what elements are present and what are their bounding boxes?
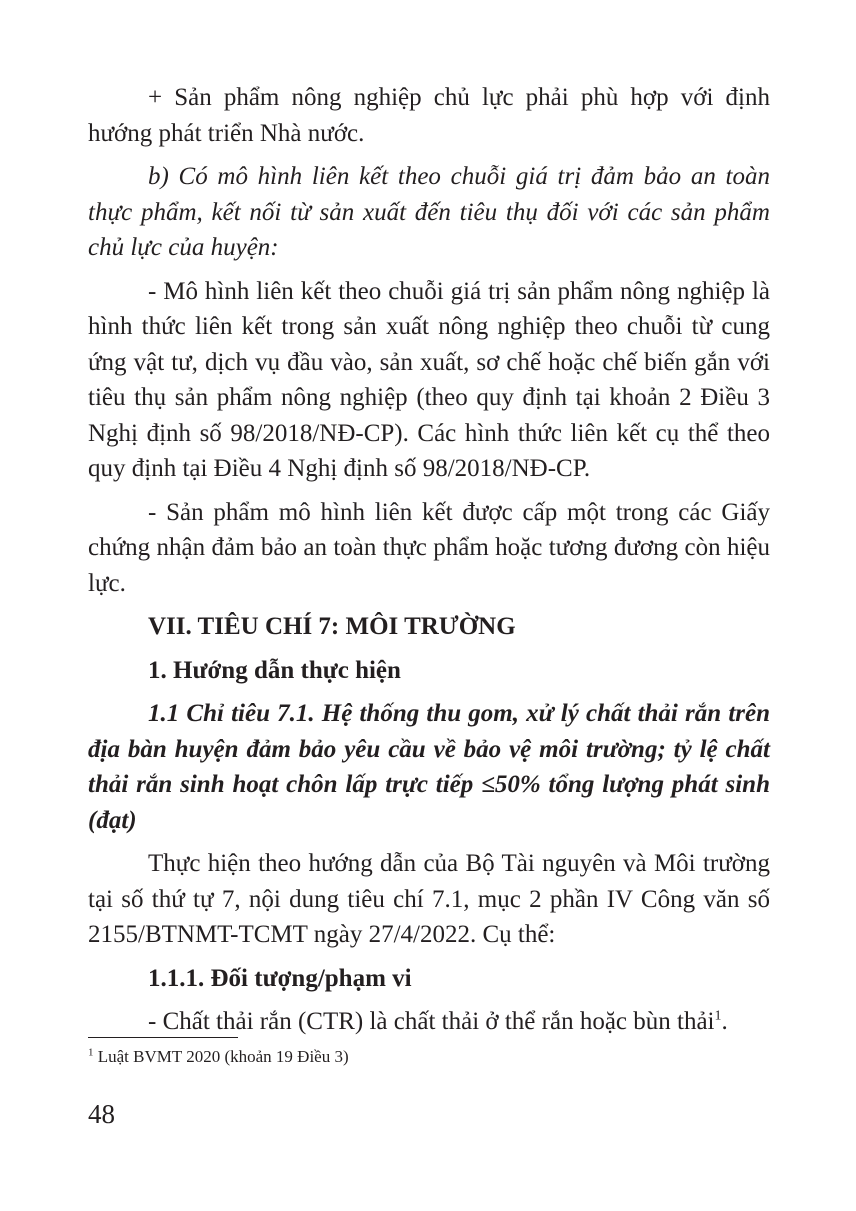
paragraph-6-end: . [721,1008,728,1035]
page-body [88,80,770,1040]
paragraph-1: + Sản phẩm nông nghiệp chủ lực phải phù hợp với định hướng phát triển Nhà nước. [88,84,770,147]
section-heading: VII. TIÊU CHÍ 7: MÔI TRƯỜNG [148,613,516,640]
footnote-mark: 1 [88,1046,94,1059]
footnote [88,1046,349,1068]
page-number: 48 [88,1099,115,1129]
paragraph-6-text: - Chất thải rắn (CTR) là chất thải ở thể rắn hoặc bùn thải [148,1008,715,1035]
criterion-heading: 1.1 Chỉ tiêu 7.1. Hệ thống thu gom, xử lý chất thải rắn trên địa bàn huyện đảm bảo yêu cầu về bảo vệ môi trường; tỷ lệ chất thải rắn sinh hoạt chôn lấp trực tiếp ≤50% tổng lượng phát sinh (đạt) [88,700,770,834]
paragraph-3: - Mô hình liên kết theo chuỗi giá trị sản phẩm nông nghiệp là hình thức liên kết trong sản xuất nông nghiệp theo chuỗi từ cung ứng vật tư, dịch vụ đầu vào, sản xuất, sơ chế hoặc chế biến gắn với tiêu thụ sản phẩm nông nghiệp (theo quy định tại khoản 2 Điều 3 Nghị định số 98/2018/NĐ-CP). Các hình thức liên kết cụ thể theo quy định tại Điều 4 Nghị định số 98/2018/NĐ-CP. [88,277,770,482]
paragraph-4: - Sản phẩm mô hình liên kết được cấp một trong các Giấy chứng nhận đảm bảo an toàn thực phẩm hoặc tương đương còn hiệu lực. [88,498,770,597]
paragraph-6 [88,1004,770,1040]
sub-subsection-heading: 1.1.1. Đối tượng/phạm vi [148,964,412,992]
footnote-reference: 1 [714,1008,722,1024]
paragraph-2-italic: b) Có mô hình liên kết theo chuỗi giá trị đảm bảo an toàn thực phẩm, kết nối từ sản xuất đến tiêu thụ đối với các sản phẩm chủ lực của huyện: [88,163,770,261]
footnote-text: Luật BVMT 2020 (khoản 19 Điều 3) [93,1047,349,1066]
footnote-divider [88,1037,238,1038]
paragraph-5: Thực hiện theo hướng dẫn của Bộ Tài nguyên và Môi trường tại số thứ tự 7, nội dung tiêu chí 7.1, mục 2 phần IV Công văn số 2155/BTNMT-TCMT ngày 27/4/2022. Cụ thể: [88,850,770,948]
subsection-heading: 1. Hướng dẫn thực hiện [148,656,401,684]
